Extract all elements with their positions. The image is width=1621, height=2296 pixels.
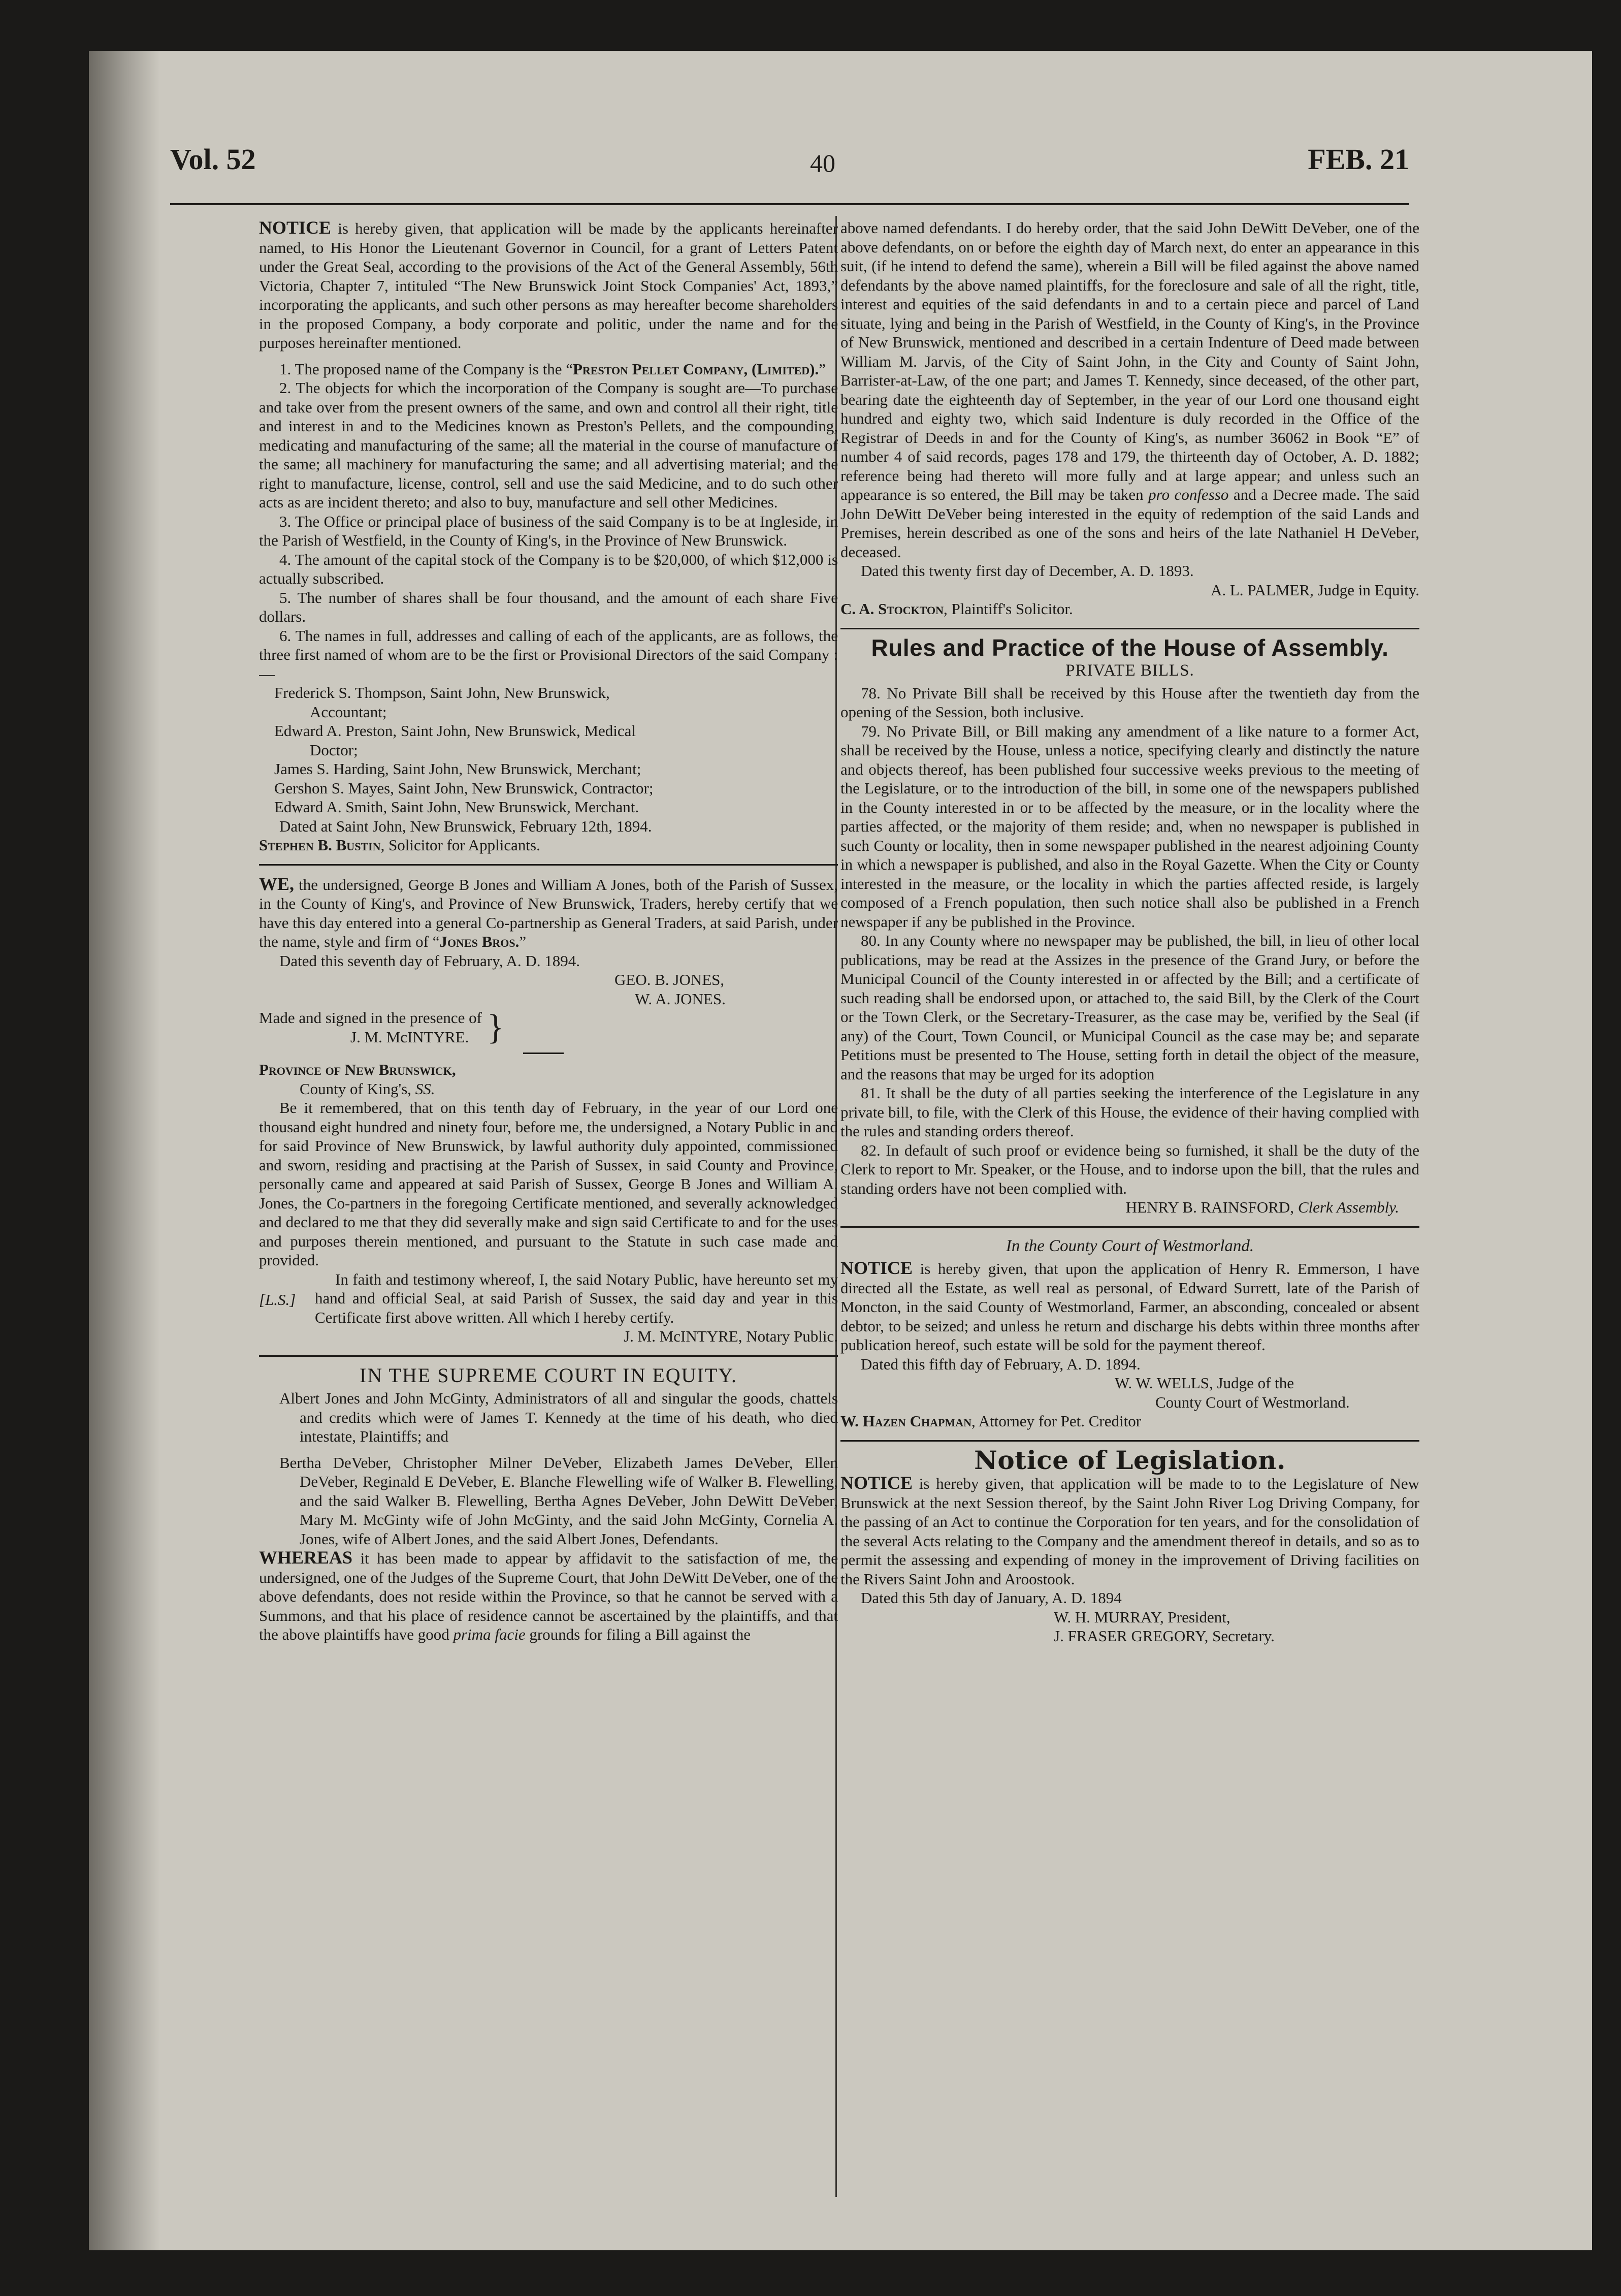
province-label: Province of New Brunswick,	[259, 1061, 456, 1078]
volume-label: Vol. 52	[170, 143, 256, 176]
page-header	[170, 142, 1409, 205]
equity-solicitor: C. A. Stockton, Plaintiff's Solicitor.	[840, 600, 1073, 618]
county-court-judge: W. W. WELLS, Judge of the County Court of Westmorland.	[1115, 1374, 1350, 1411]
rule-80: 80. In any County where no newspaper may be published, the bill, in lieu of other local publications, may be read at the Assizes in the presence of the Grand Jury, or before the Municipal Council of the County interested in or affected by the Bill; and a certificate of such reading shall be endorsed upon, or attached to, the said Bill, by the Clerk of the Court or the Town Clerk, or the Secretary-Treasurer, as the case may be, verified by the Seal (if any) of the Court, Town Council, or Municipal Council as the case may be; and separate Petitions must be presented to The House, setting forth in detail the object of the measure, and the reasons that may be urged for its adoption	[840, 932, 1419, 1083]
section-rule	[259, 864, 838, 866]
notice-solicitor: Stephen B. Bustin, Solicitor for Applicants.	[259, 836, 540, 854]
legislation-heading: Notice of Legislation.	[974, 1445, 1286, 1475]
notary-testimony: In faith and testimony whereof, I, the said Notary Public, have hereunto set my hand and official Seal, at said Parish of Sussex, the said day and year in this Certificate first above written. All which I hereby certify.	[315, 1270, 838, 1326]
notice-clause-3: 3. The Office or principal place of business of the said Company is to be at Ingleside, in the Parish of Westfield, in the County of King's, in the Province of New Brunswick.	[259, 512, 838, 549]
preston-pellet-notice	[259, 218, 838, 855]
equity-heading: IN THE SUPREME COURT IN EQUITY.	[359, 1363, 738, 1387]
section-rule	[840, 1440, 1419, 1442]
rule-78: 78. No Private Bill shall be received by this House after the twentieth day from the opening of the Session, both inclusive.	[840, 684, 1419, 721]
director-entry: Edward A. Smith, Saint John, New Brunswick, Merchant.	[274, 798, 639, 816]
page-number: 40	[810, 149, 835, 177]
rules-subheading: PRIVATE BILLS.	[1065, 661, 1194, 680]
equity-dated: Dated this twenty first day of December, A. D. 1893.	[861, 562, 1194, 580]
rules-heading: Rules and Practice of the House of Assembly.	[871, 634, 1389, 661]
left-column	[259, 218, 838, 2199]
legislation-notice: NOTICE is hereby given, that application will be made to to the Legislature of New Brunswick at the next Session thereof, by the Saint John River Log Driving Company, for the passing of an Act to continue the Corporation for ten years, and for the consolidation of the several Acts relating to the Company and the amendment thereof in details, and so as to permit the assessing and expending of money in the improvement of Driving facilities on the Rivers Saint John and Aroostook.	[840, 1473, 1419, 1588]
notice-clause-2: 2. The objects for which the incorporation of the Company is sought are—To purchase and take over from the present owners of the same, and own and control all their right, title and interest in and to the Medicines known as Preston's Pellets, and the compounding, medicating and manufacturing of the same; all the material in the course of manufacture of the same; all machinery for manufacturing the same; and all advertising material; and the right to manufacture, license, control, sell and use the said Medicine, and to do such other acts as are incident thereto; and also to buy, manufacture and sell other Medicines.	[259, 379, 838, 511]
signature-secretary: J. FRASER GREGORY, Secretary.	[1054, 1627, 1275, 1645]
director-entry: Edward A. Preston, Saint John, New Brunswick, Medical Doctor;	[274, 722, 636, 759]
legislation-dated: Dated this 5th day of January, A. D. 1894	[861, 1589, 1122, 1607]
director-entry: James S. Harding, Saint John, New Brunswick, Merchant;	[274, 760, 641, 778]
partnership-dated: Dated this seventh day of February, A. D. 1894.	[279, 951, 580, 970]
equity-plaintiffs: Albert Jones and John McGinty, Administrators of all and singular the goods, chattels and credits which were of James T. Kennedy at the time of his death, who died intestate, Plaintiffs; and	[279, 1389, 838, 1445]
rule-79: 79. No Private Bill, or Bill making any amendment of a like nature to a former Act, shall be received by the House, unless a notice, specifying clearly and distinctly the nature and objects thereof, has been published four successive weeks previous to the meeting of the Legislature, or to the introduction of the bill, in some one of the newspapers published in the County interested in or to be affected by the measure, or in the locality where the parties affected, or the majority of them reside; and, when no newspaper is published in such County or locality, then in some newspaper published in the nearest adjoining County in which a newspaper is published, and also in the Royal Gazette. When the City or County interested in the measure, or the locality in which the parties affected reside, is largely composed of a French population, then such notice shall also be published in a French newspaper if any be published in the Province.	[840, 722, 1419, 931]
presence-label: Made and signed in the presence of	[259, 1009, 482, 1027]
notice-clause-6: 6. The names in full, addresses and calling of each of the applicants, are as follows, the three first named of whom are to be the first or Provisional Directors of the said Company :—	[259, 626, 838, 683]
rule-82: 82. In default of such proof or evidence being so furnished, it shall be the duty of the Clerk to report to Mr. Speaker, or the House, and to indorse upon the bill, that the rules and standing orders have not been complied with.	[840, 1141, 1419, 1197]
clerk-signature: HENRY B. RAINSFORD, Clerk Assembly.	[1125, 1198, 1399, 1216]
county-court-heading: In the County Court of Westmorland.	[1006, 1236, 1254, 1255]
notice-clause-4: 4. The amount of the capital stock of the Company is to be $20,000, of which $12,000 is actually subscribed.	[259, 550, 838, 587]
notice-dated: Dated at Saint John, New Brunswick, February 12th, 1894.	[279, 817, 652, 835]
short-rule	[523, 1053, 564, 1054]
signature-wa-jones: W. A. JONES.	[635, 990, 726, 1008]
seal-label: [L.S.]	[259, 1290, 296, 1309]
right-column	[840, 218, 1419, 2199]
section-rule	[840, 628, 1419, 629]
issue-date: FEB. 21	[1308, 143, 1409, 176]
notary-signature: J. M. McINTYRE, Notary Public.	[624, 1327, 838, 1345]
jones-partnership-notice	[259, 875, 838, 1346]
supreme-court-equity	[259, 1363, 838, 1644]
notice-lead: NOTICE	[259, 218, 332, 238]
seal-row	[259, 1270, 838, 1327]
county-court-dated: Dated this fifth day of February, A. D. 1894.	[861, 1355, 1141, 1373]
notice-clause-5: 5. The number of shares shall be four thousand, and the amount of each share Five dollars.	[259, 588, 838, 625]
county-court-notice: NOTICE is hereby given, that upon the application of Henry R. Emmerson, I have directed all the Estate, as well real as personal, of Edward Surrett, late of the Parish of Moncton, in the said County of Westmorland, Farmer, an absconding, concealed or absent debtor, to be seized; and unless he return and discharge his debts within three months after publication hereof, such estate will be sold for the payment thereof.	[840, 1258, 1419, 1354]
equity-order: above named defendants. I do hereby order, that the said John DeWitt DeVeber, one of the above defendants, on or before the eighth day of March next, do enter an appearance in this suit, (if he intend to defend the same), wherein a Bill will be filed against the above named defendants by the above named plaintiffs, for the foreclosure and sale of all the right, title, interest and equities of the said defendants in and to a certain piece and parcel of Land situate, lying and being in the Parish of Westfield, in the County of King's, in the Province of New Brunswick, mentioned and described in a certain Indenture of Deed made between William M. Jarvis, of the City of Saint John, in the City and County of Saint John, Barrister-at-Law, of the one part; and James T. Kennedy, since deceased, of the other part, bearing date the eighteenth day of September, in the year of our Lord one thousand eight hundred and eighty two, which said Indenture is duly recorded in the Office of the Registrar of Deeds in and for the County of King's, as number 36062 in Book “E” of number 4 of said records, pages 178 and 179, the thirteenth day of October, A. D. 1882; reference being had thereto will more fully and at large appear; and unless such an appearance is so entered, the Bill may be taken pro confesso and a Decree made. The said John DeWitt DeVeber being interested in the equity of redemption of the said Lands and Premises, herein described as one of the sons and heirs of the late Nathaniel H DeVeber, deceased.	[840, 219, 1419, 561]
equity-whereas: WHEREAS it has been made to appear by affidavit to the satisfaction of me, the undersigned, one of the Judges of the Supreme Court, that John DeWitt DeVeber, one of the above defendants, does not reside within the Province, so that he cannot be served with a Summons, and that his place of residence cannot be ascertained by the plaintiffs, and that the above plaintiffs have good prima facie grounds for filing a Bill against the	[259, 1547, 838, 1643]
director-entry: Frederick S. Thompson, Saint John, New Brunswick, Accountant;	[274, 684, 610, 721]
section-rule	[840, 1226, 1419, 1228]
page-gutter	[89, 51, 160, 2250]
notice-intro: NOTICE is hereby given, that application will be made by the applicants hereinafter named, to His Honor the Lieutenant Governor in Council, for a grant of Letters Patent under the Great Seal, according to the provisions of the Act of the General Assembly, 56th Victoria, Chapter 7, intituled “The New Brunswick Joint Stock Companies' Act, 1893,” incorporating the applicants, and such other persons as may hereafter become shareholders in the proposed Company, a body corporate and politic, under the name and for the purposes hereinafter mentioned.	[259, 218, 838, 352]
partnership-body: WE, the undersigned, George B Jones and William A Jones, both of the Parish of Sussex, in the County of King's, and Province of New Brunswick, Traders, hereby certify that we have this day entered into a general Co-partnership as General Traders, at said Parish, under the name, style and firm of “Jones Bros.”	[259, 873, 838, 950]
section-rule	[259, 1355, 838, 1357]
equity-judge: A. L. PALMER, Judge in Equity.	[1210, 581, 1419, 599]
notice-of-legislation	[840, 1445, 1419, 1646]
brace-glyph: }	[487, 1007, 504, 1047]
company-name: Preston Pellet Company, (Limited).	[572, 360, 819, 378]
notice-clause-1: 1. The proposed name of the Company is the “Preston Pellet Company, (Limited).”	[279, 360, 826, 378]
witness-block	[259, 1008, 838, 1046]
equity-continuation	[840, 218, 1419, 619]
county-court-attorney: W. Hazen Chapman, Attorney for Pet. Creditor	[840, 1412, 1142, 1430]
signature-president: W. H. MURRAY, President,	[1054, 1608, 1230, 1626]
legislation-signatures	[840, 1608, 1419, 1646]
partnership-signatures	[259, 970, 838, 1008]
notary-certificate: Be it remembered, that on this tenth day of February, in the year of our Lord one thousand eight hundred and ninety four, before me, the undersigned, a Notary Public in and for said Province of New Brunswick, by lawful authority duly appointed, commissioned and sworn, residing and practising at the Parish of Sussex, in said County and Province, personally came and appeared at said Parish of Sussex, George B Jones and William A. Jones, the Co-partners in the foregoing Certificate mentioned, and severally acknowledged and declared to me that they did severally make and sign said Certificate to and for the uses and purposes therein mentioned, and pursuant to the Statute in such case made and provided.	[259, 1099, 838, 1269]
rule-81: 81. It shall be the duty of all parties seeking the interference of the Legislature in any private bill, to file, with the Clerk of this House, the evidence of their having complied with the rules and standing orders thereof.	[840, 1084, 1419, 1140]
equity-defendants: Bertha DeVeber, Christopher Milner DeVeber, Elizabeth James DeVeber, Ellen DeVeber, Reginald E DeVeber, E. Blanche Flewelling wife of Walker B. Flewelling, and the said Walker B. Flewelling, Bertha Agnes DeVeber, John DeWitt DeVeber, Mary M. McGinty wife of John McGinty, and the said John McGinty, Cornelia A. Jones, wife of Albert Jones, and the said Albert Jones, Defendants.	[279, 1453, 838, 1548]
house-rules	[840, 634, 1419, 1217]
director-entry: Gershon S. Mayes, Saint John, New Brunswick, Contractor;	[274, 779, 654, 797]
westmorland-county-court	[840, 1237, 1419, 1431]
signature-geo-jones: GEO. B. JONES,	[614, 971, 725, 988]
witness-name: J. M. McINTYRE.	[350, 1028, 469, 1046]
county-label: County of King's, SS.	[300, 1079, 435, 1098]
